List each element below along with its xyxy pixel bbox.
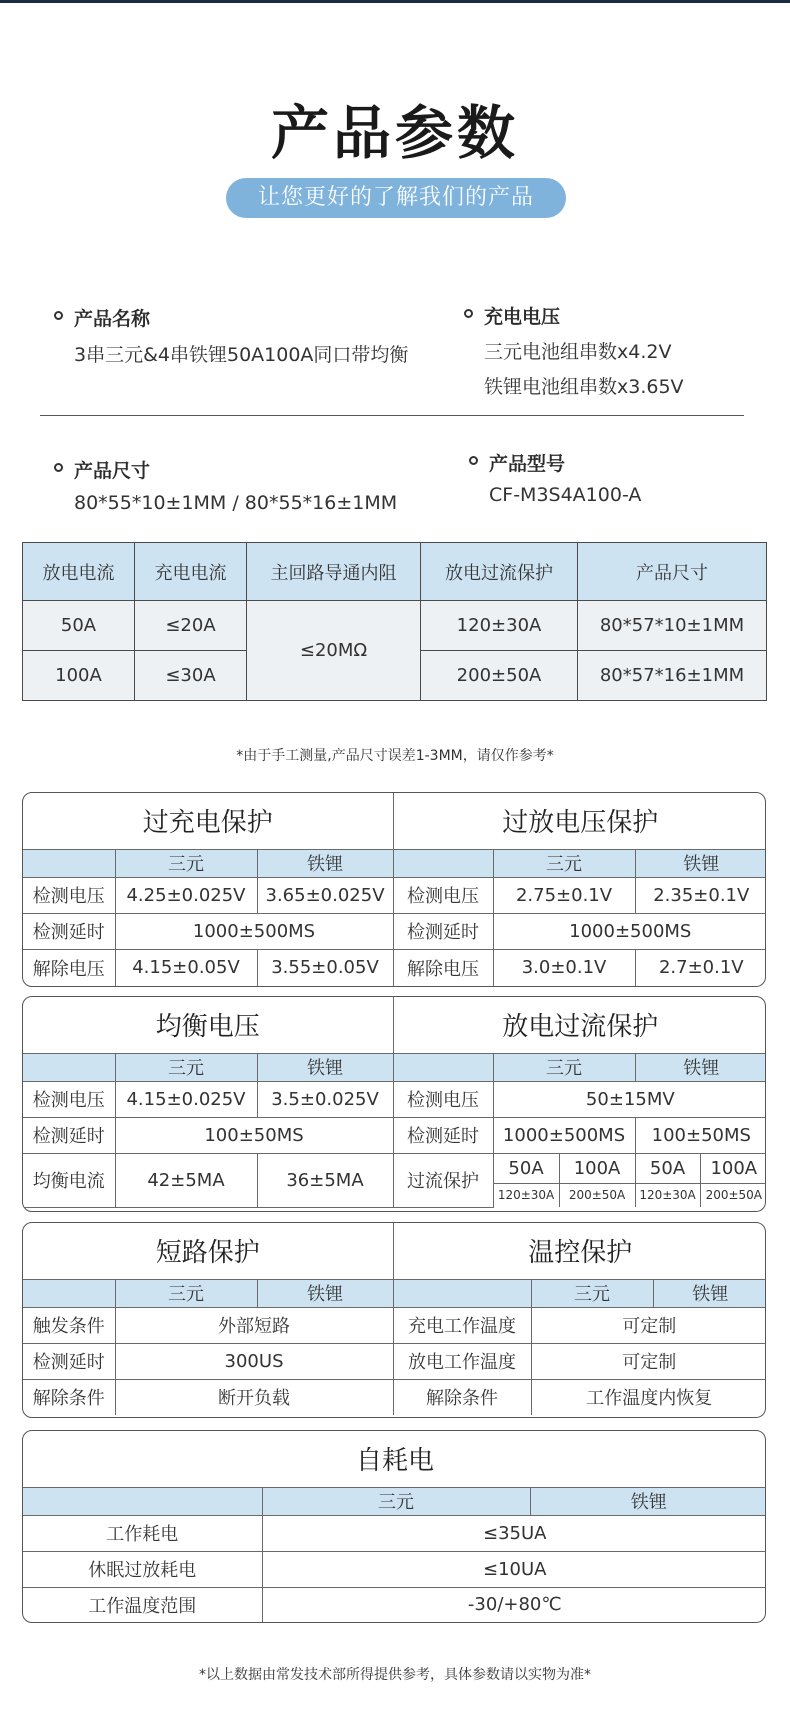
- table-cell: 断开负载: [115, 1379, 393, 1415]
- table-cell: 80*57*10±1MM: [578, 601, 767, 651]
- section-title: 温控保护: [393, 1223, 766, 1279]
- table-header: 放电电流: [23, 543, 135, 601]
- bullet-icon: [464, 309, 473, 318]
- table-cell: 100A: [23, 651, 135, 701]
- subtitle-pill: 让您更好的了解我们的产品: [226, 178, 566, 218]
- section-title: 短路保护: [23, 1223, 393, 1279]
- table-cell: ≤20A: [135, 601, 247, 651]
- divider: [40, 415, 744, 416]
- row-label: 放电工作温度: [393, 1343, 531, 1379]
- col-header: 铁锂: [653, 1279, 766, 1307]
- col-header: 三元: [493, 1053, 635, 1081]
- row-label: 休眠过放耗电: [23, 1551, 262, 1587]
- table-cell: 50A: [635, 1153, 700, 1183]
- empty-cell: [393, 849, 493, 877]
- bullet-icon: [54, 463, 63, 472]
- col-header: 铁锂: [257, 849, 393, 877]
- table-cell: 200±50A: [700, 1183, 766, 1207]
- col-header: 三元: [531, 1279, 653, 1307]
- table-cell: 4.15±0.05V: [115, 949, 257, 986]
- row-label: 过流保护: [393, 1153, 493, 1207]
- table-cell: 80*57*16±1MM: [578, 651, 767, 701]
- col-header: 三元: [115, 849, 257, 877]
- empty-cell: [23, 1487, 262, 1515]
- protection-table: [23, 1223, 766, 1415]
- bullet-icon: [469, 456, 478, 465]
- protection-table: [23, 793, 766, 986]
- col-header: 三元: [493, 849, 635, 877]
- top-bar: [0, 0, 790, 3]
- table-cell: ≤20MΩ: [247, 601, 421, 701]
- section-title: 均衡电压: [23, 997, 393, 1053]
- table-cell: 工作温度内恢复: [531, 1379, 766, 1415]
- section-title: 过放电压保护: [393, 793, 766, 849]
- col-header: 铁锂: [257, 1279, 393, 1307]
- col-header: 三元: [262, 1487, 530, 1515]
- protection-table: [23, 997, 766, 1208]
- info-value: CF-M3S4A100-A: [489, 484, 642, 506]
- page-title: 产品参数: [270, 99, 519, 167]
- info-charge-voltage: [464, 302, 764, 398]
- empty-cell: [393, 1279, 531, 1307]
- table-cell: 50A: [23, 601, 135, 651]
- measurement-note: *由于手工测量,产品尺寸误差1-3MM，请仅作参考*: [236, 748, 554, 764]
- table-cell: 200±50A: [421, 651, 578, 701]
- table-header: 产品尺寸: [578, 543, 767, 601]
- row-label: 充电工作温度: [393, 1307, 531, 1343]
- table-cell: 可定制: [531, 1307, 766, 1343]
- row-label: 检测延时: [393, 1117, 493, 1153]
- empty-cell: [23, 1053, 115, 1081]
- row-label: 解除条件: [23, 1379, 115, 1415]
- col-header: 铁锂: [530, 1487, 766, 1515]
- col-header: 铁锂: [257, 1053, 393, 1081]
- info-label: 产品尺寸: [74, 460, 151, 482]
- table-cell: 120±30A: [635, 1183, 700, 1207]
- col-header: 铁锂: [635, 1053, 766, 1081]
- table-header-row: [23, 543, 767, 601]
- col-header: 三元: [115, 1279, 257, 1307]
- table-header: 主回路导通内阻: [247, 543, 421, 601]
- table-cell: 100±50MS: [115, 1117, 393, 1153]
- table-cell: 1000±500MS: [493, 913, 766, 949]
- col-header: 铁锂: [635, 849, 766, 877]
- section-title: 自耗电: [23, 1431, 766, 1487]
- table-cell: 42±5MA: [115, 1153, 257, 1207]
- table-cell: 100±50MS: [635, 1117, 766, 1153]
- table-cell: 36±5MA: [257, 1153, 393, 1207]
- row-label: 工作温度范围: [23, 1587, 262, 1622]
- info-value: 铁锂电池组串数x3.65V: [484, 376, 684, 398]
- box-balance-discharge: [22, 996, 766, 1212]
- info-product-size: [54, 456, 434, 516]
- empty-cell: [23, 1279, 115, 1307]
- table-cell: 2.75±0.1V: [493, 877, 635, 913]
- section-title: 放电过流保护: [393, 997, 766, 1053]
- row-label: 检测电压: [23, 1081, 115, 1117]
- table-cell: 2.35±0.1V: [635, 877, 766, 913]
- box-short-temp: [22, 1222, 766, 1418]
- row-label: 检测电压: [393, 877, 493, 913]
- bullet-icon: [54, 311, 63, 320]
- row-label: 检测电压: [393, 1081, 493, 1117]
- row-label: 检测延时: [393, 913, 493, 949]
- info-product-name: [54, 304, 434, 364]
- box-self-consumption: [22, 1430, 766, 1623]
- row-label: 检测延时: [23, 1117, 115, 1153]
- table-cell: -30/+80℃: [262, 1587, 766, 1622]
- row-label: 解除电压: [23, 949, 115, 986]
- empty-cell: [23, 849, 115, 877]
- table-cell: 120±30A: [421, 601, 578, 651]
- table-header: 充电电流: [135, 543, 247, 601]
- row-label: 检测电压: [23, 877, 115, 913]
- table-cell: 3.65±0.025V: [257, 877, 393, 913]
- main-spec-table: [22, 542, 767, 701]
- table-cell: 200±50A: [559, 1183, 635, 1207]
- disclaimer-note: *以上数据由常发技术部所得提供参考，具体参数请以实物为准*: [199, 1667, 591, 1683]
- table-row: [23, 601, 767, 651]
- section-title: 过充电保护: [23, 793, 393, 849]
- table-cell: 50A: [493, 1153, 559, 1183]
- table-cell: 1000±500MS: [115, 913, 393, 949]
- table-cell: 100A: [559, 1153, 635, 1183]
- table-cell: ≤30A: [135, 651, 247, 701]
- table-cell: 可定制: [531, 1343, 766, 1379]
- table-cell: ≤10UA: [262, 1551, 766, 1587]
- table-cell: 100A: [700, 1153, 766, 1183]
- self-consumption-table: [23, 1431, 766, 1622]
- row-label: 检测延时: [23, 1343, 115, 1379]
- info-label: 充电电压: [484, 306, 561, 328]
- empty-cell: [393, 1053, 493, 1081]
- box-overcharge-overdischarge: [22, 792, 766, 987]
- table-cell: ≤35UA: [262, 1515, 766, 1551]
- row-label: 均衡电流: [23, 1153, 115, 1207]
- table-header: 放电过流保护: [421, 543, 578, 601]
- table-cell: 1000±500MS: [493, 1117, 635, 1153]
- table-cell: 3.0±0.1V: [493, 949, 635, 986]
- row-label: 解除条件: [393, 1379, 531, 1415]
- row-label: 解除电压: [393, 949, 493, 986]
- info-value: 三元电池组串数x4.2V: [484, 341, 672, 363]
- info-value: 3串三元&4串铁锂50A100A同口带均衡: [74, 344, 409, 366]
- table-cell: 3.5±0.025V: [257, 1081, 393, 1117]
- row-label: 触发条件: [23, 1307, 115, 1343]
- table-cell: 3.55±0.05V: [257, 949, 393, 986]
- info-label: 产品名称: [74, 308, 151, 330]
- table-cell: 2.7±0.1V: [635, 949, 766, 986]
- table-cell: 120±30A: [493, 1183, 559, 1207]
- table-cell: 300US: [115, 1343, 393, 1379]
- info-value: 80*55*10±1MM / 80*55*16±1MM: [74, 492, 398, 514]
- table-cell: 4.15±0.025V: [115, 1081, 257, 1117]
- table-cell: 50±15MV: [493, 1081, 766, 1117]
- row-label: 工作耗电: [23, 1515, 262, 1551]
- info-product-model: [469, 449, 769, 509]
- row-label: 检测延时: [23, 913, 115, 949]
- table-cell: 外部短路: [115, 1307, 393, 1343]
- table-cell: 4.25±0.025V: [115, 877, 257, 913]
- col-header: 三元: [115, 1053, 257, 1081]
- info-label: 产品型号: [489, 453, 566, 475]
